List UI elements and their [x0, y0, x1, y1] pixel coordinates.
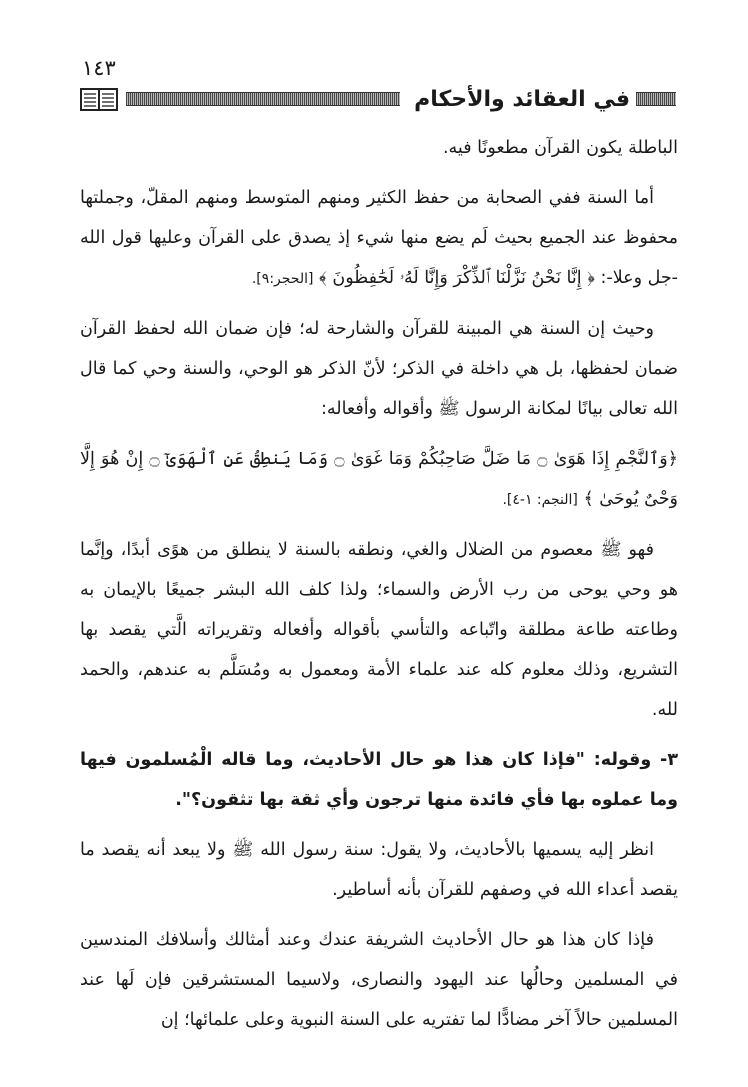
- running-header: [80, 82, 676, 116]
- paragraph-2: [80, 178, 678, 299]
- paragraph-2-text: أما السنة ففي الصحابة من حفظ الكثير ومنهم المتوسط ومنهم المقلّ، وجملتها محفوظ عند الجميع بحيث لَم يضع منها شيء إذ يصدق على القرآن وعليها قول الله -جل وعلا-:: [80, 188, 678, 288]
- quran-verse-hijr: ﴿ إِنَّا نَحْنُ نَزَّلْنَا ٱلذِّكْرَ وَإِنَّا لَهُۥ لَحَٰفِظُونَ ﴾: [319, 268, 595, 288]
- paragraph-6-quote: ٣- وقوله: "فإذا كان هذا هو حال الأحاديث، وما قاله الْمُسلمون فيها وما عملوه بها فأي فائدة منها ترجون وأي ثقة بها تثقون؟".: [80, 750, 678, 810]
- header-title: في العقائد والأحكام: [414, 86, 630, 112]
- paragraph-1: الباطلة يكون القرآن مطعونًا فيه.: [442, 138, 678, 158]
- paragraph-8: فإذا كان هذا هو حال الأحاديث الشريفة عندك وعند أمثالك وأسلافك المندسين في المسلمين وحالُها عند اليهود والنصارى، ولاسيما المستشرقين فإن لَها عند المسلمين حالاً آخر مضادًّا لما تفتريه على السنة النبوية وعلى علمائها؛ إن: [80, 930, 678, 1030]
- paragraph-4: [80, 439, 678, 520]
- paragraph-3: وحيث إن السنة هي المبينة للقرآن والشارحة له؛ فإن ضمان الله لحفظ القرآن ضمان لحفظها، بل هي داخلة في الذكر؛ لأنّ الذكر هو الوحي، والسنة وحي كما قال الله تعالى بيانًا لمكانة الرسول ﷺ وأقواله وأفعاله:: [80, 319, 678, 419]
- verse-ref-hijr: [الحجر:٩].: [251, 271, 314, 287]
- paragraph-7: انظر إليه يسميها بالأحاديث، ولا يقول: سنة رسول الله ﷺ ولا يبعد أنه يقصد ما يقصد أعداء الله في وصفهم للقرآن بأنه أساطير.: [80, 840, 678, 900]
- paragraph-5: فهو ﷺ معصوم من الضلال والغي، ونطقه بالسنة لا ينطلق من هوًى أبدًا، وإنَّما هو وحي يوحى من رب الأرض والسماء؛ ولذا كلف الله البشر جميعًا بالإيمان به وطاعته طاعة مطلقة واتّباعه والتأسي بأقواله وأفعاله وتقريراته الَّتي يقصد بها التشريع، وذلك معلوم كله عند علماء الأمة ومعمول به ومُسَلَّم به عندهم، والحمد لله.: [80, 540, 678, 720]
- open-book-icon: [80, 86, 118, 112]
- verse-ref-najm: [النجم: ١-٤].: [502, 492, 578, 508]
- header-rule-right: [636, 92, 676, 106]
- page-number: ١٤٣: [82, 56, 116, 80]
- header-rule-left: [126, 92, 400, 106]
- quran-verse-najm: ﴿وَٱلنَّجْمِ إِذَا هَوَىٰ ۝ مَا ضَلَّ صَاحِبُكُمْ وَمَا غَوَىٰ ۝ وَمَا يَنطِقُ عَنِ ٱلْهَوَىٰٓ ۝ إِنْ هُوَ إِلَّا وَحْىٌ يُوحَىٰ ﴾: [80, 449, 679, 509]
- page-body: [80, 128, 678, 1050]
